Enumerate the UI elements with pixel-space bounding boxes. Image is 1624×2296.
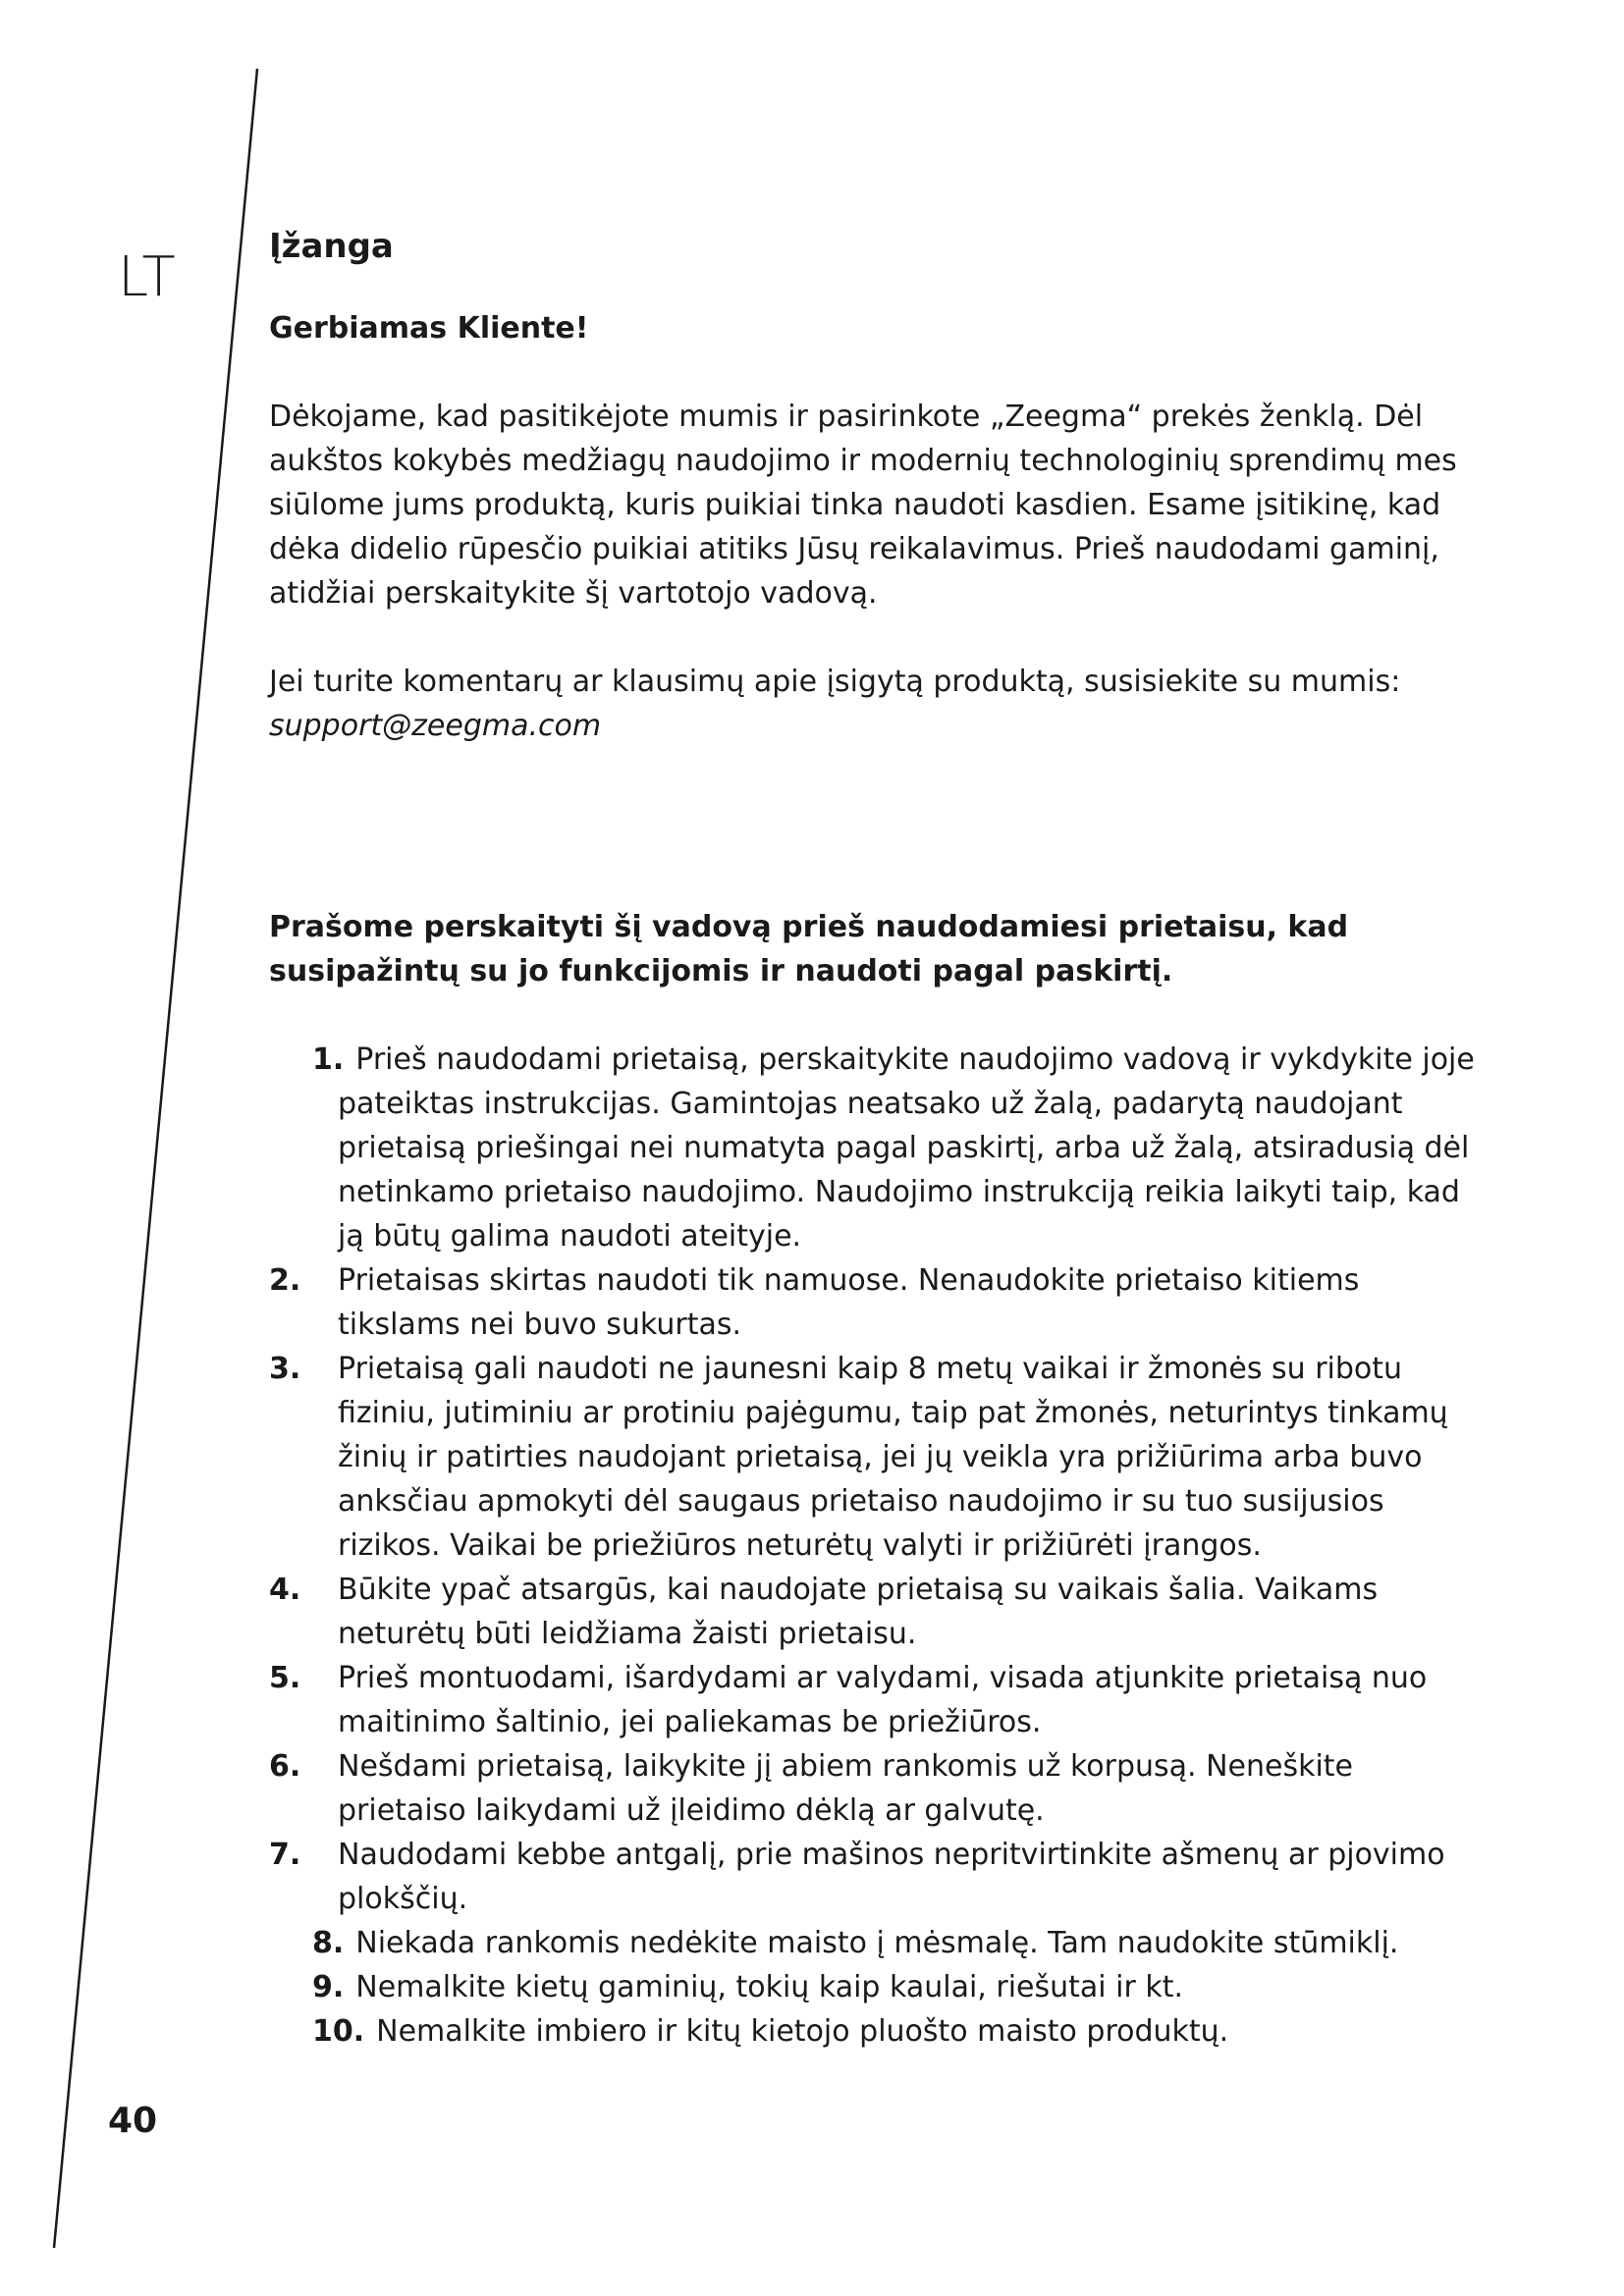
list-item-number: 4.: [269, 1573, 301, 1607]
list-item-number: 1.: [312, 1042, 345, 1077]
page-content: [269, 222, 1487, 2054]
contact-paragraph: [269, 660, 1487, 748]
list-item-number: 8.: [312, 1926, 345, 1960]
list-item: [269, 1038, 1487, 1258]
list-item: [269, 1258, 1487, 1347]
list-item-text: Būkite ypač atsargūs, kai naudojate prietaisą su vaikais šalia. Vaikams neturėtų būti leidžiama žaisti prietaisu.: [338, 1573, 1379, 1651]
list-item: [269, 1568, 1487, 1656]
salutation: Gerbiamas Kliente!: [269, 311, 589, 346]
language-code: LT: [118, 245, 177, 309]
list-item-text: Prietaisas skirtas naudoti tik namuose. Nenaudokite prietaiso kitiems tikslams nei buvo sukurtas.: [338, 1263, 1360, 1342]
list-item-text: Prieš montuodami, išardydami ar valydami, visada atjunkite prietaisą nuo maitinimo šaltinio, jei paliekamas be priežiūros.: [338, 1661, 1428, 1739]
list-item-text: Niekada rankomis nedėkite maisto į mėsmalę. Tam naudokite stūmiklį.: [355, 1926, 1399, 1960]
list-item: [269, 1744, 1487, 1833]
list-item-text: Prietaisą gali naudoti ne jaunesni kaip 8 metų vaikai ir žmonės su ribotu fiziniu, jutiminiu ar protiniu pajėgumu, taip pat žmonės, neturintys tinkamų žinių ir patirties naudojant prietaisą, jei jų veikla yra prižiūrima arba buvo anksčiau apmokyti dėl saugaus prietaiso naudojimo ir su tuo susijusios rizikos. Vaikai be priežiūros neturėtų valyti ir prižiūrėti įrangos.: [338, 1352, 1448, 1563]
list-item-number: 9.: [312, 1970, 345, 2004]
safety-heading: Prašome perskaityti šį vadovą prieš naudodamiesi prietaisu, kad susipažintų su jo funkcijomis ir naudoti pagal paskirtį.: [269, 910, 1349, 988]
list-item-text: Naudodami kebbe antgalį, prie mašinos nepritvirtinkite ašmenų ar pjovimo plokščių.: [338, 1838, 1445, 1916]
list-item: [269, 1833, 1487, 1921]
list-item-number: 5.: [269, 1661, 301, 1695]
list-item-number: 6.: [269, 1749, 301, 1784]
list-item-text: Prieš naudodami prietaisą, perskaitykite naudojimo vadovą ir vykdykite joje pateiktas instrukcijas. Gamintojas neatsako už žalą, padarytą naudojant prietaisą priešingai nei numatyta pagal paskirtį, arba už žalą, atsiradusią dėl netinkamo prietaiso naudojimo. Naudojimo instrukciją reikia laikyti taip, kad ją būtų galima naudoti ateityje.: [338, 1042, 1475, 1254]
list-item: [269, 1347, 1487, 1568]
safety-rules-list: [269, 1038, 1487, 2054]
contact-text: Jei turite komentarų ar klausimų apie įsigytą produktą, susisiekite su mumis:: [269, 665, 1401, 699]
list-item-number: 7.: [269, 1838, 301, 1872]
list-item: [269, 1656, 1487, 1744]
list-item-number: 10.: [312, 2014, 365, 2049]
list-item-text: Nemalkite imbiero ir kitų kietojo pluošto maisto produktų.: [376, 2014, 1229, 2049]
list-item: [269, 2009, 1487, 2054]
list-item: [269, 1965, 1487, 2009]
support-email[interactable]: support@zeegma.com: [269, 709, 602, 743]
list-item-text: Nešdami prietaisą, laikykite jį abiem rankomis už korpusą. Neneškite prietaiso laikydami už įleidimo dėklą ar galvutę.: [338, 1749, 1354, 1828]
list-item-number: 2.: [269, 1263, 301, 1298]
page-number: 40: [108, 2101, 158, 2141]
page-title: Įžanga: [269, 227, 394, 266]
list-item-number: 3.: [269, 1352, 301, 1386]
list-item: [269, 1921, 1487, 1965]
list-item-text: Nemalkite kietų gaminių, tokių kaip kaulai, riešutai ir kt.: [355, 1970, 1184, 2004]
intro-paragraph: Dėkojame, kad pasitikėjote mumis ir pasirinkote „Zeegma“ prekės ženklą. Dėl aukštos kokybės medžiagų naudojimo ir modernių technologinių sprendimų mes siūlome jums produktą, kuris puikiai tinka naudoti kasdien. Esame įsitikinę, kad dėka didelio rūpesčio puikiai atitiks Jūsų reikalavimus. Prieš naudodami gaminį, atidžiai perskaitykite šį vartotojo vadovą.: [269, 400, 1457, 611]
